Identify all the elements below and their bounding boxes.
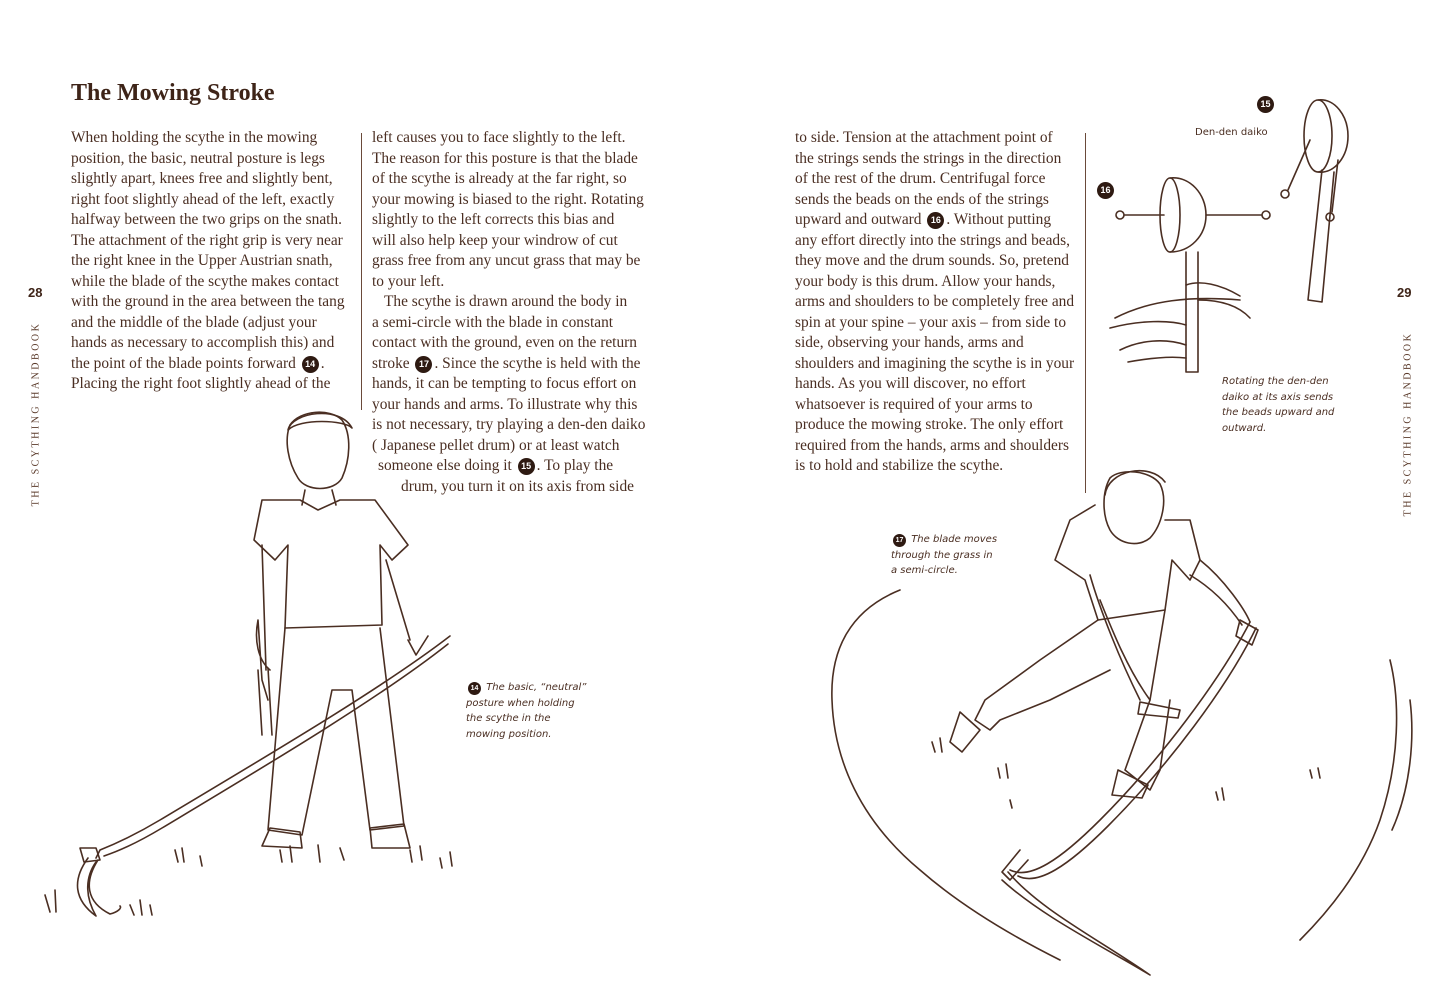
text-line: to side. Tension at the attachment point of: [795, 129, 1053, 146]
text-line: the point of the blade points forward 14 .: [71, 354, 325, 372]
text-line: they move and the drum sounds. So, pretend: [795, 252, 1069, 269]
text-line: hands, it can be tempting to focus effort on: [372, 375, 637, 392]
text-line: grass free from any uncut grass that may be: [372, 252, 641, 269]
text-line: and the middle of the blade (adjust your: [71, 313, 317, 331]
text-line: the strings sends the strings in the direction: [795, 149, 1062, 167]
text-line: halfway between the two grips on the snath.: [71, 211, 342, 228]
text-line: while the blade of the scythe makes contact: [71, 272, 339, 290]
text-line: When holding the scythe in the mowing: [71, 129, 318, 146]
text-line: with the ground in the area between the tang: [71, 293, 345, 310]
page-number-left: 28: [28, 285, 43, 300]
text-line: is not necessary, try playing a den-den daiko: [372, 416, 646, 433]
text-line: drum, you turn it on its axis from side: [401, 477, 634, 495]
figure-badge-15: 15: [1257, 96, 1274, 113]
body-column-1: [71, 128, 345, 395]
running-head-left: THE SCYTHING HANDBOOK: [30, 321, 42, 507]
text-line: any effort directly into the strings and beads,: [795, 231, 1070, 249]
text-line: The reason for this posture is that the blade: [372, 149, 638, 167]
caption-figure-14: 14 The basic, “neutral” posture when holding the scythe in the mowing position.: [466, 682, 587, 740]
text-line: The attachment of the right grip is very near: [71, 231, 343, 249]
column-rule-left: [361, 133, 362, 410]
den-den-daiko-illustration: [1281, 100, 1348, 302]
label-den-den-daiko: Den-den daiko: [1195, 127, 1268, 138]
text-line: ( Japanese pellet drum) or at least watch: [372, 436, 620, 454]
text-line: will also help keep your windrow of cut: [372, 231, 618, 249]
text-line: upward and outward 16 . Without putting: [795, 211, 1052, 228]
text-line: Placing the right foot slightly ahead of the: [71, 375, 331, 392]
page-number-right: 29: [1397, 285, 1412, 300]
text-line: position, the basic, neutral posture is legs: [71, 149, 325, 167]
figure-badge-17: 17: [893, 534, 906, 547]
text-line: side, observing your hands, arms and: [795, 334, 1024, 351]
text-line: your body is this drum. Allow your hands,: [795, 272, 1056, 290]
text-line: left causes you to face slightly to the left.: [372, 129, 626, 146]
figure-badge-16: 16: [927, 212, 944, 229]
body-column-3: [795, 128, 1074, 477]
text-line: to your left.: [372, 272, 445, 290]
text-line: The scythe is drawn around the body in: [384, 293, 628, 310]
text-line: slightly to the left corrects this bias and: [372, 211, 615, 228]
running-head-right: THE SCYTHING HANDBOOK: [1402, 331, 1414, 517]
caption-figure-17: 17 The blade moves through the grass in a semi-circle.: [891, 534, 998, 576]
text-line: contact with the ground, even on the return: [372, 334, 637, 351]
figure-badge-14: 14: [302, 356, 319, 373]
text-line: your mowing is biased to the right. Rotating: [372, 190, 644, 208]
text-line: hands as necessary to accomplish this) and: [71, 334, 335, 351]
figure-badge-14: 14: [468, 682, 481, 695]
text-line: is to hold and stabilize the scythe.: [795, 457, 1004, 474]
column-rule-right: [1085, 133, 1086, 493]
caption-figure-16: Rotating the den-den daiko at its axis sends the beads upward and outward.: [1222, 376, 1335, 434]
text-line: spin at your spine – your axis – from side to: [795, 313, 1067, 331]
text-line: of the scythe is already at the far right, so: [372, 170, 627, 187]
text-line: arms and shoulders to be completely free and: [795, 293, 1075, 310]
spinning-drum-illustration: [1110, 178, 1270, 372]
text-line: slightly apart, knees free and slightly bent,: [71, 170, 333, 187]
page-title: The Mowing Stroke: [71, 80, 275, 106]
figure-badge-15: 15: [518, 458, 535, 475]
text-line: whatsoever is required of your arms to: [795, 395, 1033, 413]
text-line: your hands and arms. To illustrate why this: [372, 395, 638, 413]
body-column-2: [372, 128, 645, 497]
text-line: right foot slightly ahead of the left, exactly: [71, 190, 335, 208]
text-line: a semi-circle with the blade in constant: [372, 313, 614, 331]
text-line: the right knee in the Upper Austrian snath,: [71, 252, 333, 269]
text-line: of the rest of the drum. Centrifugal force: [795, 170, 1046, 187]
figure-badge-16: 16: [1097, 182, 1114, 199]
text-line: sends the beads on the ends of the strings: [795, 190, 1049, 208]
text-line: required from the hands, arms and shoulders: [795, 436, 1069, 454]
text-line: someone else doing it 15 . To play the: [378, 457, 614, 474]
text-line: stroke 17 . Since the scythe is held with the: [372, 354, 641, 372]
figure-badge-17: 17: [415, 356, 432, 373]
text-line: produce the mowing stroke. The only effort: [795, 416, 1064, 433]
text-line: shoulders and imagining the scythe is in your: [795, 354, 1075, 372]
text-line: hands. As you will discover, no effort: [795, 375, 1026, 392]
